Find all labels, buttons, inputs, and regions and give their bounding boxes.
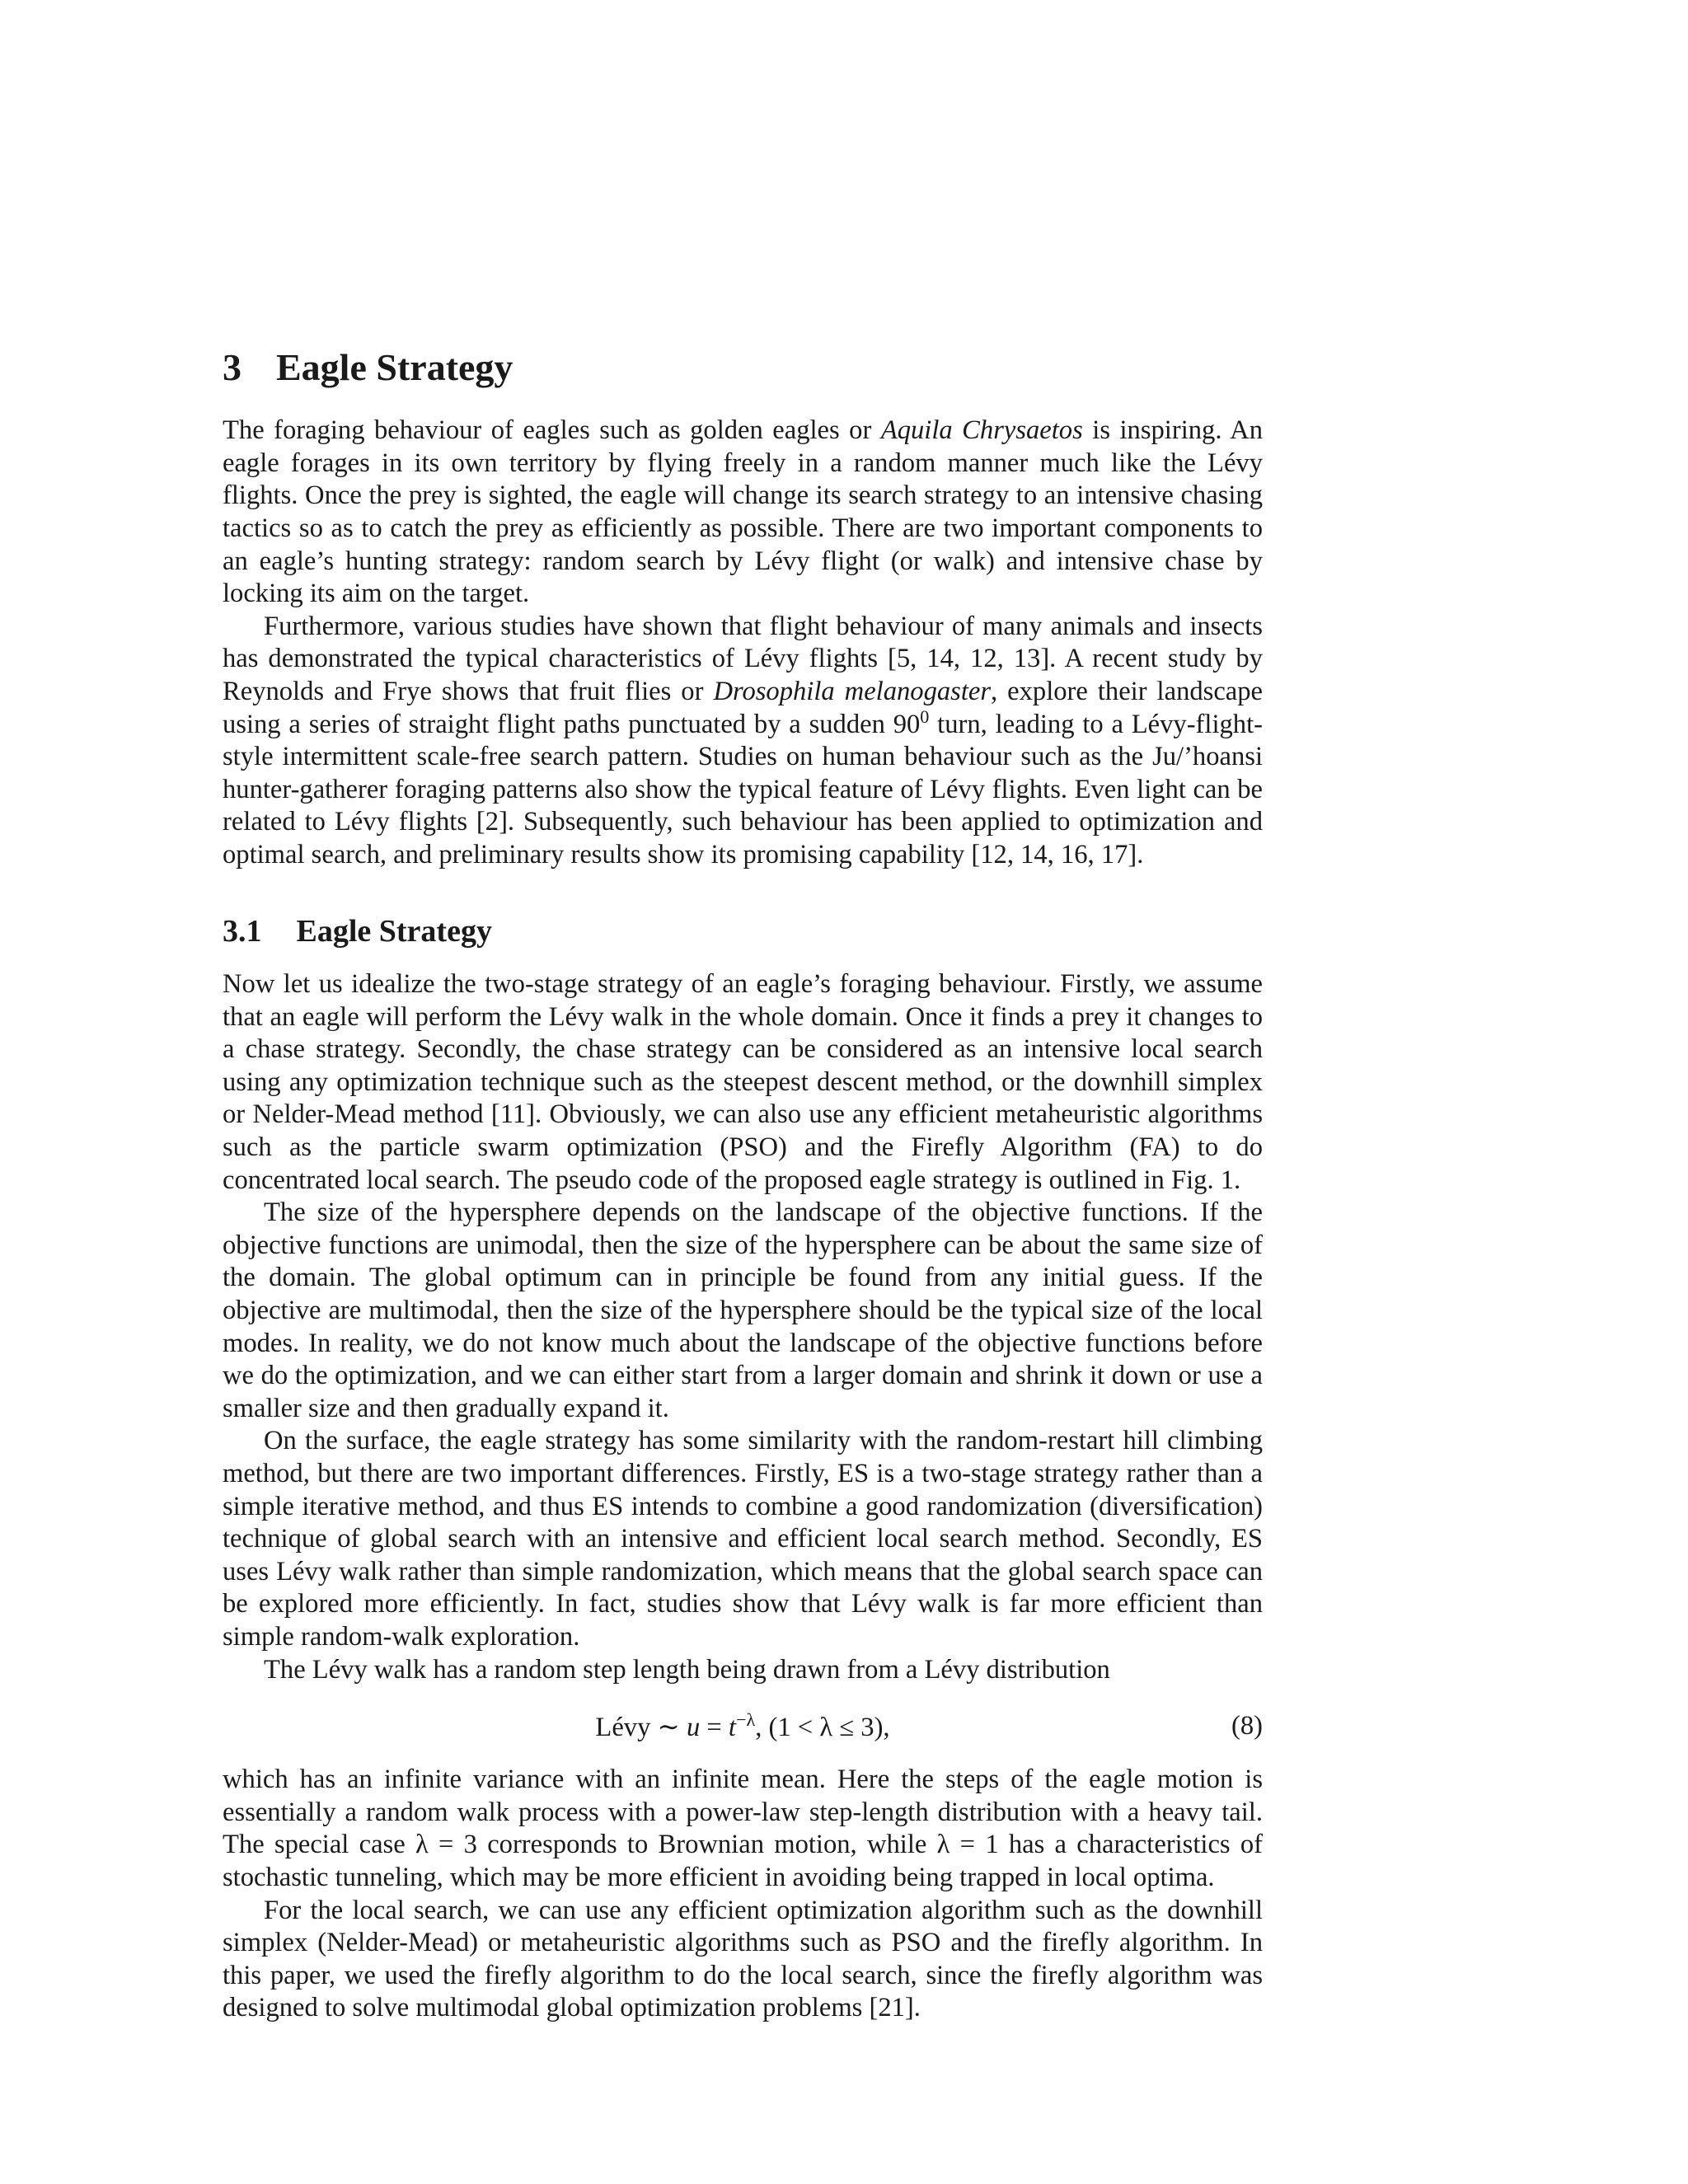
degree-superscript: 0: [920, 705, 930, 727]
subsection-number: 3.1: [223, 913, 262, 949]
text-column: [223, 344, 1263, 2025]
text-span: is inspiring. An eagle forages in its own territory by flying freely in a random manner much like the Lévy flights. Once the prey is sighted, the eagle will change its search strategy to an intensive chasing tactics so as to catch the prey as efficiently as possible. There are two important components to an eagle’s hunting strategy: random search by Lévy flight (or walk) and intensive chase by locking its aim on the target.: [223, 415, 1263, 609]
italic-species-name: Aquila Chrysaetos: [880, 415, 1083, 446]
subsection-title: Eagle Strategy: [296, 913, 492, 949]
text-span: turn, leading to a Lévy-flight-style intermittent scale-free search pattern. Studies on human behaviour such as the Ju/’hoansi hunter-gatherer foraging patterns also show the typical feature of Lévy flights. Even light can be related to Lévy flights [2]. Subsequently, such behaviour has been applied to optimization and optimal search, and preliminary results show its promising capability [12, 14, 16, 17].: [223, 709, 1263, 869]
section-title: Eagle Strategy: [276, 346, 513, 388]
equation-equals: =: [700, 1713, 729, 1743]
text-span: The foraging behaviour of eagles such as golden eagles or: [223, 415, 881, 446]
paragraph-levy-studies: [223, 611, 1263, 872]
equation-exponent: −λ: [735, 1709, 756, 1731]
equation-body: [223, 1711, 1263, 1743]
paragraph-two-stage: Now let us idealize the two-stage strategy of an eagle’s foraging behaviour. Firstly, we assume that an eagle will perform the Lévy walk in the whole domain. Once it finds a prey it changes to a chase strategy. Secondly, the chase strategy can be considered as an intensive local search using any optimization technique such as the steepest descent method, or the downhill simplex or Nelder-Mead method [11]. Obviously, we can also use any efficient metaheuristic algorithms such as the particle swarm optimization (PSO) and the Firefly Algorithm (FA) to do concentrated local search. The pseudo code of the proposed eagle strategy is outlined in Fig. 1.: [223, 969, 1263, 1195]
equation-8: [223, 1704, 1263, 1747]
text-span: , explore their landscape using a series of straight flight paths punctuated by a sudden 90: [223, 676, 1263, 739]
paragraph-eagle-foraging: [223, 415, 1263, 611]
equation-var-t: t: [728, 1713, 736, 1743]
paragraph-local-search: For the local search, we can use any efficient optimization algorithm such as the downhill simplex (Nelder-Mead) or metaheuristic algorithms such as PSO and the firefly algorithm. In this paper, we used the firefly algorithm to do the local search, since the firefly algorithm was designed to solve multimodal global optimization problems [21].: [223, 1895, 1263, 2023]
equation-var-u: u: [686, 1713, 701, 1743]
section-number: 3: [223, 346, 241, 388]
equation-condition: , (1 < λ ≤ 3),: [755, 1713, 890, 1743]
paragraph-hypersphere: The size of the hypersphere depends on the landscape of the objective functions. If the objective functions are unimodal, then the size of the hypersphere can be about the same size of the domain. The global optimum can in principle be found from any initial guess. If the objective are multimodal, then the size of the hypersphere should be the typical size of the local modes. In reality, we do not know much about the landscape of the objective functions before we do the optimization, and we can either start from a larger domain and shrink it down or use a smaller size and then gradually expand it.: [223, 1197, 1263, 1423]
subsection-heading: [223, 913, 1263, 951]
italic-species-name: Drosophila melanogaster: [713, 676, 992, 706]
paragraph-differences: On the surface, the eagle strategy has some similarity with the random-restart hill climbing method, but there are two important differences. Firstly, ES is a two-stage strategy rather than a simple iterative method, and thus ES intends to combine a good randomization (diversification) technique of global search with an intensive and efficient local search method. Secondly, ES uses Lévy walk rather than simple randomization, which means that the global search space can be explored more efficiently. In fact, studies show that Lévy walk is far more efficient than simple random-walk exploration.: [223, 1426, 1263, 1652]
paragraph-levy-walk-intro: The Lévy walk has a random step length being drawn from a Lévy distribution: [264, 1654, 1110, 1685]
text-span: Furthermore, various studies have shown that flight behaviour of many animals and insects has demonstrated the typical characteristics of Lévy flights [5, 14, 12, 13]. A recent study by Reynolds and Frye shows that fruit flies or: [223, 611, 1263, 706]
equation-number: (8): [1231, 1711, 1263, 1741]
section-heading: [223, 344, 1263, 390]
paragraph-variance: which has an infinite variance with an infinite mean. Here the steps of the eagle motion is essentially a random walk process with a power-law step-length distribution with a heavy tail. The special case λ = 3 corresponds to Brownian motion, while λ = 1 has a characteristics of stochastic tunneling, which may be more efficient in avoiding being trapped in local optima.: [223, 1765, 1263, 1892]
equation-lhs: Lévy ∼: [595, 1713, 687, 1743]
